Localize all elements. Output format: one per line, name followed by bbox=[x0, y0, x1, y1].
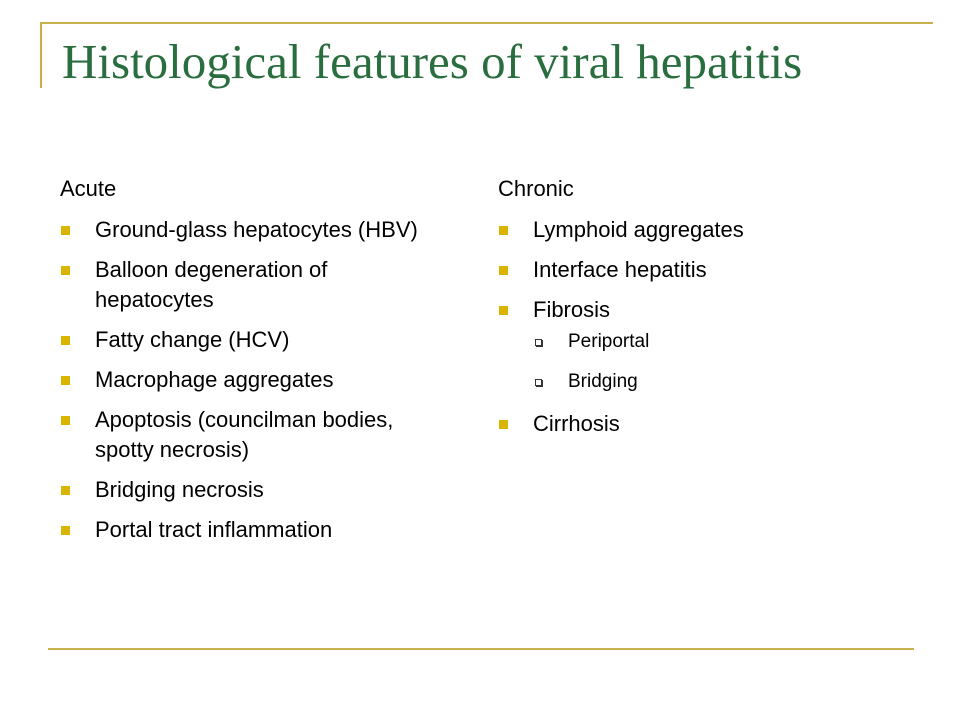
list-item-text: Lymphoid aggregates bbox=[533, 217, 744, 242]
list-item-text: Bridging necrosis bbox=[95, 477, 264, 502]
chronic-list bbox=[498, 215, 888, 439]
acute-heading: Acute bbox=[60, 176, 117, 201]
acute-list bbox=[60, 215, 450, 545]
list-item bbox=[498, 255, 888, 285]
list-item-text: Apoptosis (councilman bodies, spotty necrosis) bbox=[95, 407, 394, 462]
bottom-accent-line bbox=[48, 648, 914, 650]
list-item-text: Fatty change (HCV) bbox=[95, 327, 290, 352]
sub-list-item-text: Bridging bbox=[568, 371, 638, 392]
square-bullet-icon bbox=[499, 420, 508, 429]
square-bullet-icon bbox=[499, 266, 508, 275]
slide-title: Histological features of viral hepatitis bbox=[62, 34, 803, 89]
list-item-text: Macrophage aggregates bbox=[95, 367, 334, 392]
list-item bbox=[60, 365, 450, 395]
list-item bbox=[60, 515, 450, 545]
sub-list-item bbox=[533, 369, 888, 395]
square-bullet-icon bbox=[499, 306, 508, 315]
chronic-heading: Chronic bbox=[498, 176, 574, 201]
sub-list-item-text: Periportal bbox=[568, 331, 650, 352]
list-item-text: Ground-glass hepatocytes (HBV) bbox=[95, 217, 418, 242]
square-bullet-icon bbox=[61, 376, 70, 385]
list-item-text: Interface hepatitis bbox=[533, 257, 707, 282]
list-item-text: Balloon degeneration of hepatocytes bbox=[95, 257, 328, 312]
fibrosis-sublist bbox=[533, 329, 888, 395]
list-item bbox=[60, 405, 450, 465]
square-bullet-icon bbox=[61, 416, 70, 425]
list-item bbox=[498, 409, 888, 439]
chronic-column bbox=[498, 175, 888, 449]
list-item bbox=[60, 325, 450, 355]
left-accent-line bbox=[40, 22, 42, 88]
square-bullet-icon bbox=[61, 336, 70, 345]
sub-list-item bbox=[533, 329, 888, 355]
list-item bbox=[60, 215, 450, 245]
acute-column bbox=[60, 175, 450, 555]
top-accent-line bbox=[40, 22, 933, 24]
list-item-text: Cirrhosis bbox=[533, 411, 620, 436]
list-item bbox=[60, 255, 450, 315]
list-item-text: Portal tract inflammation bbox=[95, 517, 333, 542]
square-bullet-icon bbox=[61, 486, 70, 495]
list-item bbox=[498, 215, 888, 245]
list-item bbox=[498, 295, 888, 395]
hollow-square-bullet-icon bbox=[535, 339, 542, 346]
hollow-square-bullet-icon bbox=[535, 379, 542, 386]
list-item-text: Fibrosis bbox=[533, 297, 611, 322]
square-bullet-icon bbox=[61, 266, 70, 275]
list-item bbox=[60, 475, 450, 505]
square-bullet-icon bbox=[499, 226, 508, 235]
square-bullet-icon bbox=[61, 226, 70, 235]
square-bullet-icon bbox=[61, 526, 70, 535]
